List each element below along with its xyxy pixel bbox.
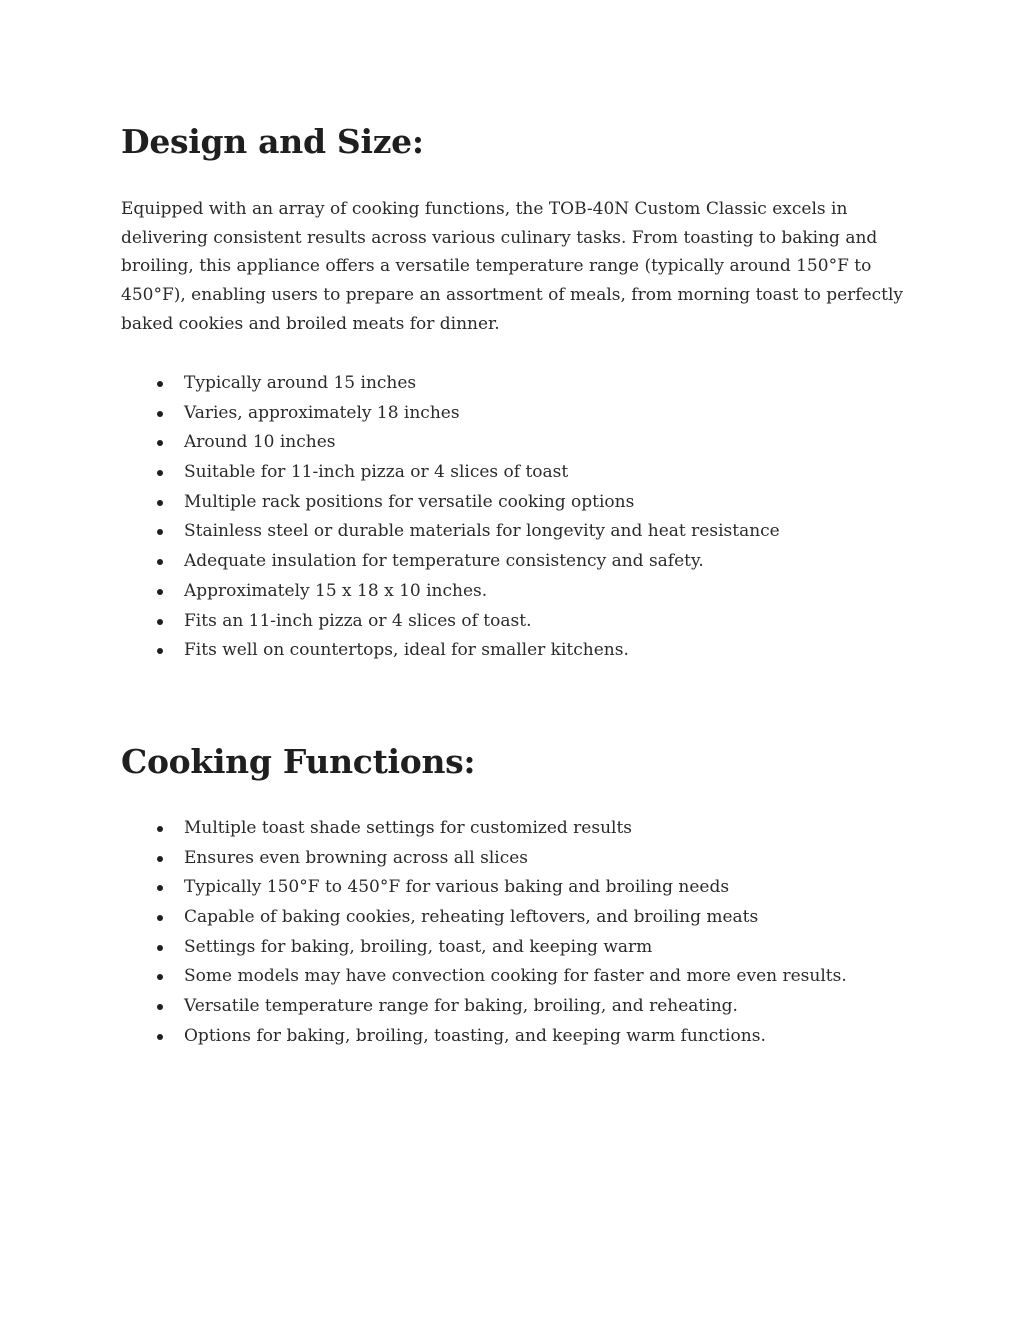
bullet-icon bbox=[157, 945, 163, 951]
list-item bbox=[121, 903, 847, 933]
list-item bbox=[121, 992, 847, 1022]
bullet-icon bbox=[157, 529, 163, 535]
list-item bbox=[121, 428, 780, 458]
section-heading-design-and-size: Design and Size: bbox=[121, 122, 424, 161]
list-item bbox=[121, 577, 780, 607]
bullet-icon bbox=[157, 885, 163, 891]
list-item bbox=[121, 488, 780, 518]
list-item-text: Stainless steel or durable materials for longevity and heat resistance bbox=[184, 521, 780, 542]
list-item-text: Capable of baking cookies, reheating leftovers, and broiling meats bbox=[184, 907, 759, 928]
list-item-text: Options for baking, broiling, toasting, and keeping warm functions. bbox=[184, 1025, 766, 1046]
list-item-text: Approximately 15 x 18 x 10 inches. bbox=[184, 580, 488, 601]
list-item-text: Adequate insulation for temperature consistency and safety. bbox=[184, 551, 704, 572]
bullet-icon bbox=[157, 381, 163, 387]
list-item-text: Fits an 11-inch pizza or 4 slices of toast. bbox=[184, 610, 532, 631]
list-item-text: Varies, approximately 18 inches bbox=[184, 402, 460, 423]
bullet-icon bbox=[157, 915, 163, 921]
bullet-icon bbox=[157, 974, 163, 980]
intro-paragraph: Equipped with an array of cooking functions, the TOB-40N Custom Classic excels in delivering consistent results across various culinary tasks. From toasting to baking and broiling, this appliance offers a versatile temperature range (typically around 150°F to 450°F), enabling users to prepare an assortment of meals, from morning toast to perfectly baked cookies and broiled meats for dinner. bbox=[121, 199, 904, 334]
list-item-text: Settings for baking, broiling, toast, and keeping warm bbox=[184, 936, 653, 957]
bullet-icon bbox=[157, 856, 163, 862]
design-size-list bbox=[121, 369, 780, 666]
list-item-text: Suitable for 11-inch pizza or 4 slices of toast bbox=[184, 462, 569, 483]
bullet-icon bbox=[157, 470, 163, 476]
list-item bbox=[121, 873, 847, 903]
list-item-text: Ensures even browning across all slices bbox=[184, 847, 529, 868]
list-item-text: Multiple toast shade settings for customized results bbox=[184, 818, 633, 838]
list-item bbox=[121, 607, 780, 637]
list-item bbox=[121, 1022, 847, 1052]
list-item bbox=[121, 814, 847, 844]
bullet-icon bbox=[157, 589, 163, 595]
list-item-text: Some models may have convection cooking for faster and more even results. bbox=[184, 966, 847, 987]
list-item bbox=[121, 369, 780, 399]
list-item bbox=[121, 399, 780, 429]
cooking-functions-list bbox=[121, 814, 847, 1052]
bullet-icon bbox=[157, 648, 163, 654]
list-item bbox=[121, 517, 780, 547]
section-heading-cooking-functions: Cooking Functions: bbox=[121, 742, 476, 781]
bullet-icon bbox=[157, 411, 163, 417]
bullet-icon bbox=[157, 826, 163, 832]
list-item-text: Around 10 inches bbox=[184, 432, 336, 453]
bullet-icon bbox=[157, 440, 163, 446]
bullet-icon bbox=[157, 559, 163, 565]
list-item bbox=[121, 933, 847, 963]
list-item bbox=[121, 636, 780, 666]
bullet-icon bbox=[157, 500, 163, 506]
bullet-icon bbox=[157, 1004, 163, 1010]
list-item bbox=[121, 844, 847, 874]
list-item-text: Typically 150°F to 450°F for various baking and broiling needs bbox=[184, 877, 730, 898]
list-item-text: Typically around 15 inches bbox=[184, 373, 417, 393]
list-item-text: Fits well on countertops, ideal for smaller kitchens. bbox=[184, 640, 629, 661]
list-item bbox=[121, 458, 780, 488]
list-item-text: Multiple rack positions for versatile cooking options bbox=[184, 491, 635, 512]
bullet-icon bbox=[157, 619, 163, 625]
list-item-text: Versatile temperature range for baking, broiling, and reheating. bbox=[184, 996, 738, 1017]
list-item bbox=[121, 962, 847, 992]
bullet-icon bbox=[157, 1034, 163, 1040]
list-item bbox=[121, 547, 780, 577]
